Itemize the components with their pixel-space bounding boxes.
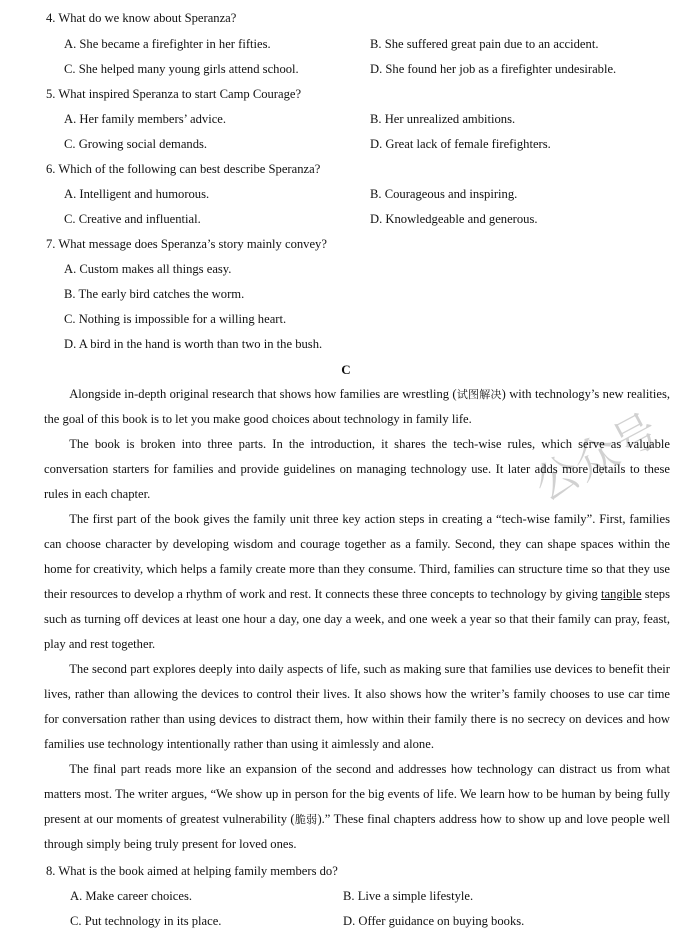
- question-5-option-d: D. Great lack of female firefighters.: [370, 137, 551, 151]
- passage-text: steps such as turning off devices at least one hour a day, one day a week, and one week a year so that their family can pray, feast, play and rest together.: [44, 587, 670, 651]
- question-6-stem: 6. Which of the following can best describe Speranza?: [46, 162, 321, 176]
- question-8-option-a: A. Make career choices.: [70, 889, 193, 903]
- question-4-stem: 4. What do we know about Speranza?: [46, 11, 237, 25]
- passage-text: The first part of the book gives the family unit three key action steps in creating a “tech-wise family”. First, families can choose character by developing wisdom and courage together as a family. Second, they can shape spaces within the home for creativity, which helps a family create more than they consume. Third, families can structure time so that they use their resources to develop a rhythm of work and rest. It connects these three concepts to technology by giving: [44, 512, 670, 601]
- passage-paragraph-4: The second part explores deeply into daily aspects of life, such as making sure that families use devices to benefit their lives, rather than allowing the devices to control their lives. It also shows how the writer’s family chooses to use car time for conversation rather than using devices to distract them, how within their family there is no secrecy on devices and how families use technology intentionally rather than using it aimlessly and alone.: [44, 662, 670, 751]
- watermark: 公众号: [526, 404, 667, 512]
- question-5-option-c: C. Growing social demands.: [64, 137, 208, 151]
- passage-gloss: 试图解决: [456, 388, 502, 401]
- passage-text: Alongside in-depth original research that shows how families are wrestling (: [69, 387, 457, 401]
- question-4-option-a: A. She became a firefighter in her fifties.: [64, 37, 271, 51]
- question-8-option-b: B. Live a simple lifestyle.: [343, 889, 474, 903]
- question-6-option-d: D. Knowledgeable and generous.: [370, 212, 538, 226]
- underlined-word: tangible: [600, 587, 642, 601]
- question-7-option-b: B. The early bird catches the worm.: [64, 287, 245, 301]
- question-5-option-a: A. Her family members’ advice.: [64, 112, 227, 126]
- passage-text: The final part reads more like an expansion of the second and addresses how technology can distract us from what matters most. The writer argues, “We show up in person for the big events of life. We learn how to be human by being fully present at our moments of greatest vulnerability (: [44, 762, 670, 826]
- passage: [44, 382, 670, 857]
- question-4-option-d: D. She found her job as a firefighter undesirable.: [370, 62, 617, 76]
- passage-paragraph-2: The book is broken into three parts. In the introduction, it shares the tech-wise rules, which serve as valuable conversation starters for families and provide guidelines on managing technology use. It later adds more details to these rules in each chapter.: [44, 437, 670, 501]
- section-label: C: [341, 362, 351, 377]
- question-5-stem: 5. What inspired Speranza to start Camp Courage?: [46, 87, 302, 101]
- question-6-option-a: A. Intelligent and humorous.: [64, 187, 210, 201]
- passage-gloss: 脆弱: [294, 813, 318, 826]
- question-4-option-b: B. She suffered great pain due to an accident.: [370, 37, 599, 51]
- passage-text: ) with technology’s new realities, the goal of this book is to let you make good choices about technology in family life.: [44, 387, 670, 426]
- passage-paragraph-1: [44, 382, 670, 432]
- question-8-stem: 8. What is the book aimed at helping family members do?: [46, 864, 338, 878]
- question-8-option-c: C. Put technology in its place.: [70, 914, 222, 928]
- question-7-option-c: C. Nothing is impossible for a willing heart.: [64, 312, 287, 326]
- passage-text: ).” These final chapters address how to show up and love people well through simply being truly present for loved ones.: [44, 812, 670, 851]
- question-7-option-a: A. Custom makes all things easy.: [64, 262, 232, 276]
- question-6-option-b: B. Courageous and inspiring.: [370, 187, 518, 201]
- passage-paragraph-3: [44, 507, 670, 657]
- question-4-option-c: C. She helped many young girls attend school.: [64, 62, 299, 76]
- question-7-stem: 7. What message does Speranza’s story mainly convey?: [46, 237, 327, 251]
- question-6-option-c: C. Creative and influential.: [64, 212, 201, 226]
- question-7-option-d: D. A bird in the hand is worth than two in the bush.: [64, 337, 323, 351]
- question-5-option-b: B. Her unrealized ambitions.: [370, 112, 516, 126]
- passage-paragraph-5: [44, 757, 670, 857]
- question-8-option-d: D. Offer guidance on buying books.: [343, 914, 525, 928]
